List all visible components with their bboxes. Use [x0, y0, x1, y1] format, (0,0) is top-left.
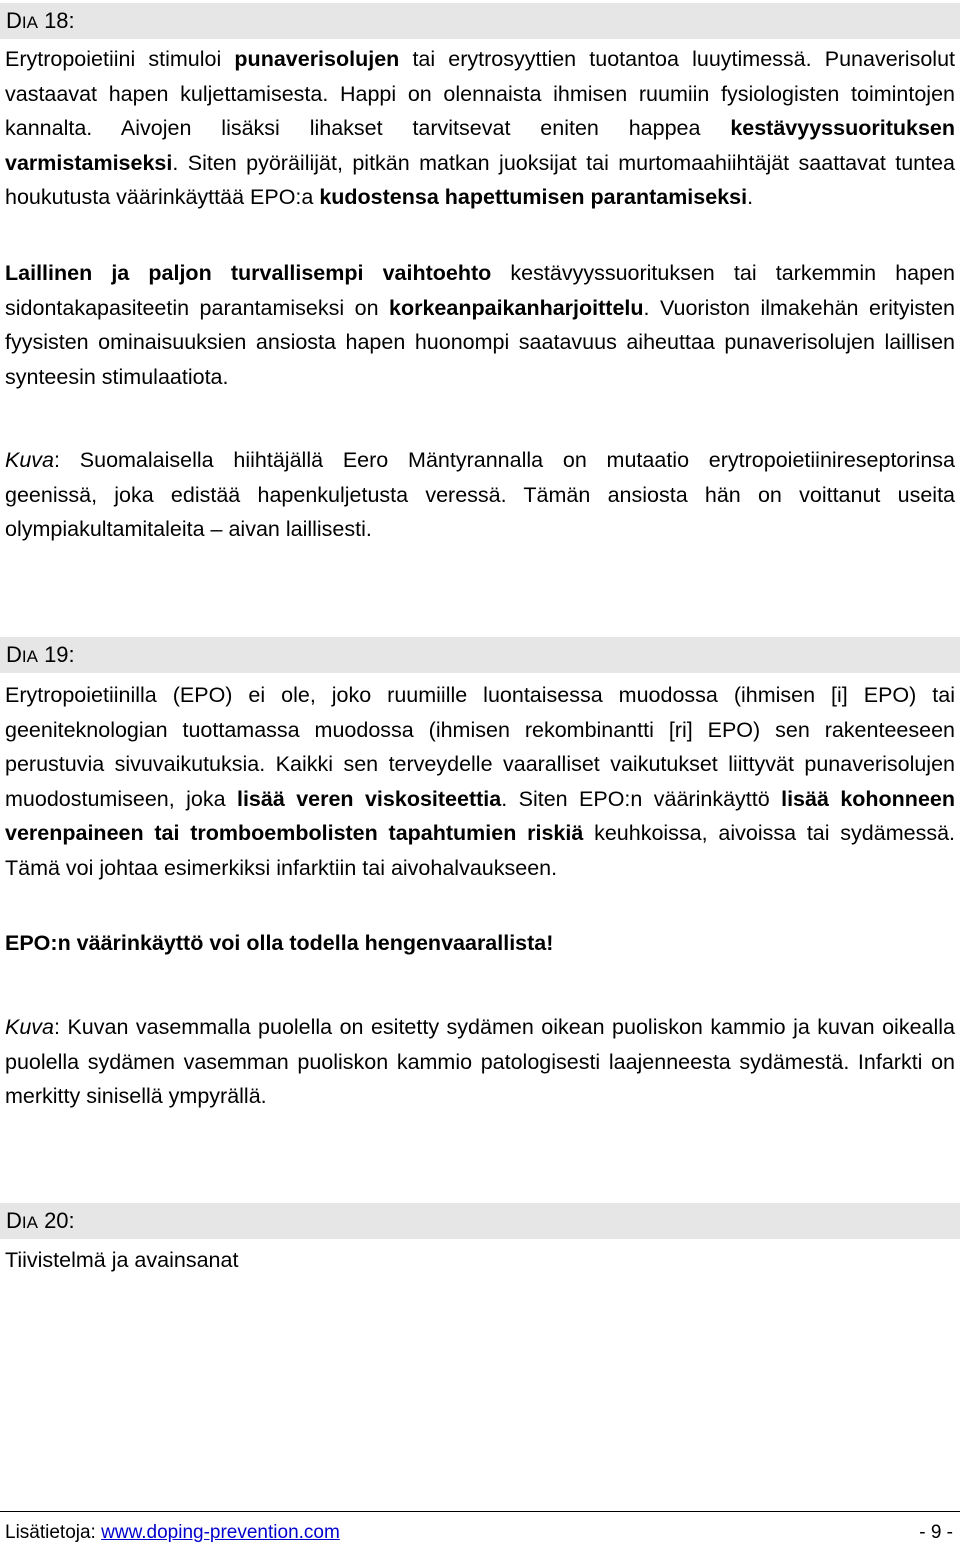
text-run: tai erytrosyyttien tuotantoa luuytimessä. Punaverisolut vastaavat hapen kuljettamisesta. Happi on olennaista ihmisen ruumiin fysiologisten toimintojen kannalta. Aivojen lisäksi lihakset tarvitsevat eniten happea [5, 47, 955, 141]
slide-19-warning: EPO:n väärinkäyttö voi olla todella hengenvaarallista! [5, 931, 554, 955]
text-run: Erytropoietiinilla (EPO) ei ole, joko ruumiille luontaisessa muodossa (ihmisen [i] EPO) tai geeniteknologian tuottamassa muodossa (ihmisen rekombinantti [ri] EPO) sen rakenteeseen perustuvia sivuvaikutuksia. Kaikki sen terveydelle vaaralliset vaikutukset liittyvät punaverisolujen muodostumiseen, joka [5, 683, 955, 811]
text-run: Erytropoietiini stimuloi [5, 47, 235, 71]
text-run: . Vuoriston ilmakehän erityisten fyysisten ominaisuuksien ansiosta hapen huonompi saatavuus aiheuttaa punaverisolujen laillisen synteesin stimulaatiota. [5, 295, 955, 389]
text-run: kestävyyssuorituksen tai tarkemmin hapen sidontakapasiteetin parantamiseksi on [5, 261, 955, 320]
footer-divider [0, 1511, 960, 1512]
text-run: . Siten pyöräilijät, pitkän matkan juoksijat tai murtomaahiihtäjät saattavat tuntea houkutusta väärinkäyttää EPO:a [5, 150, 955, 210]
footer [5, 1522, 955, 1544]
page-number: - 9 - [919, 1522, 953, 1543]
bold-run: kestävyyssuorituksen varmistamiseksi [5, 116, 955, 175]
text-run: . Siten EPO:n väärinkäyttö [501, 786, 782, 811]
bold-run: Laillinen ja paljon turvallisempi vaihtoehto [5, 261, 492, 285]
text-run: . [747, 185, 754, 210]
caption-label: Kuva [5, 448, 55, 472]
caption-label: Kuva [5, 1015, 55, 1039]
caption-text: : Suomalaisella hiihtäjällä Eero Mäntyrannalla on mutaatio erytropoietiinireseptorinsa geenissä, joka edistää hapenkuljetusta veressä. Tämän ansiosta hän on voittanut useita olympiakultamitaleita – aivan laillisesti. [5, 448, 955, 542]
slide-19-heading: DIA 19: [0, 637, 960, 673]
bold-run: kudostensa hapettumisen parantamiseksi [319, 185, 748, 210]
footer-label: Lisätietoja: [5, 1522, 102, 1543]
slide-19-caption [5, 1010, 955, 1114]
slide-19-paragraph-1 [5, 678, 955, 886]
bold-run: lisää veren viskositeettia [236, 786, 502, 811]
bold-run: korkeanpaikanharjoittelu [389, 295, 644, 320]
slide-18-caption [5, 443, 955, 547]
text-run: keuhkoissa, aivoissa tai sydämessä. Tämä voi johtaa esimerkiksi infarktiin tai aivohalvaukseen. [5, 821, 956, 880]
bold-run: lisää kohonneen verenpaineen tai tromboembolisten tapahtumien riskiä [5, 786, 955, 846]
slide-20-heading: DIA 20: [0, 1203, 960, 1239]
bold-run: punaverisolujen [234, 47, 400, 71]
slide-18-heading: DIA 18: [0, 3, 960, 39]
slide-18-paragraph-1 [5, 42, 955, 215]
footer-link[interactable]: www.doping-prevention.com [101, 1522, 340, 1543]
caption-text: : Kuvan vasemmalla puolella on esitetty sydämen oikean puoliskon kammio ja kuvan oikealla puolella sydämen vasemman puoliskon kammio patologisesti laajenneesta sydämestä. Infarkti on merkitty sinisellä ympyrällä. [5, 1015, 955, 1109]
slide-20-text: Tiivistelmä ja avainsanat [5, 1248, 239, 1272]
slide-18-paragraph-2 [5, 256, 955, 394]
